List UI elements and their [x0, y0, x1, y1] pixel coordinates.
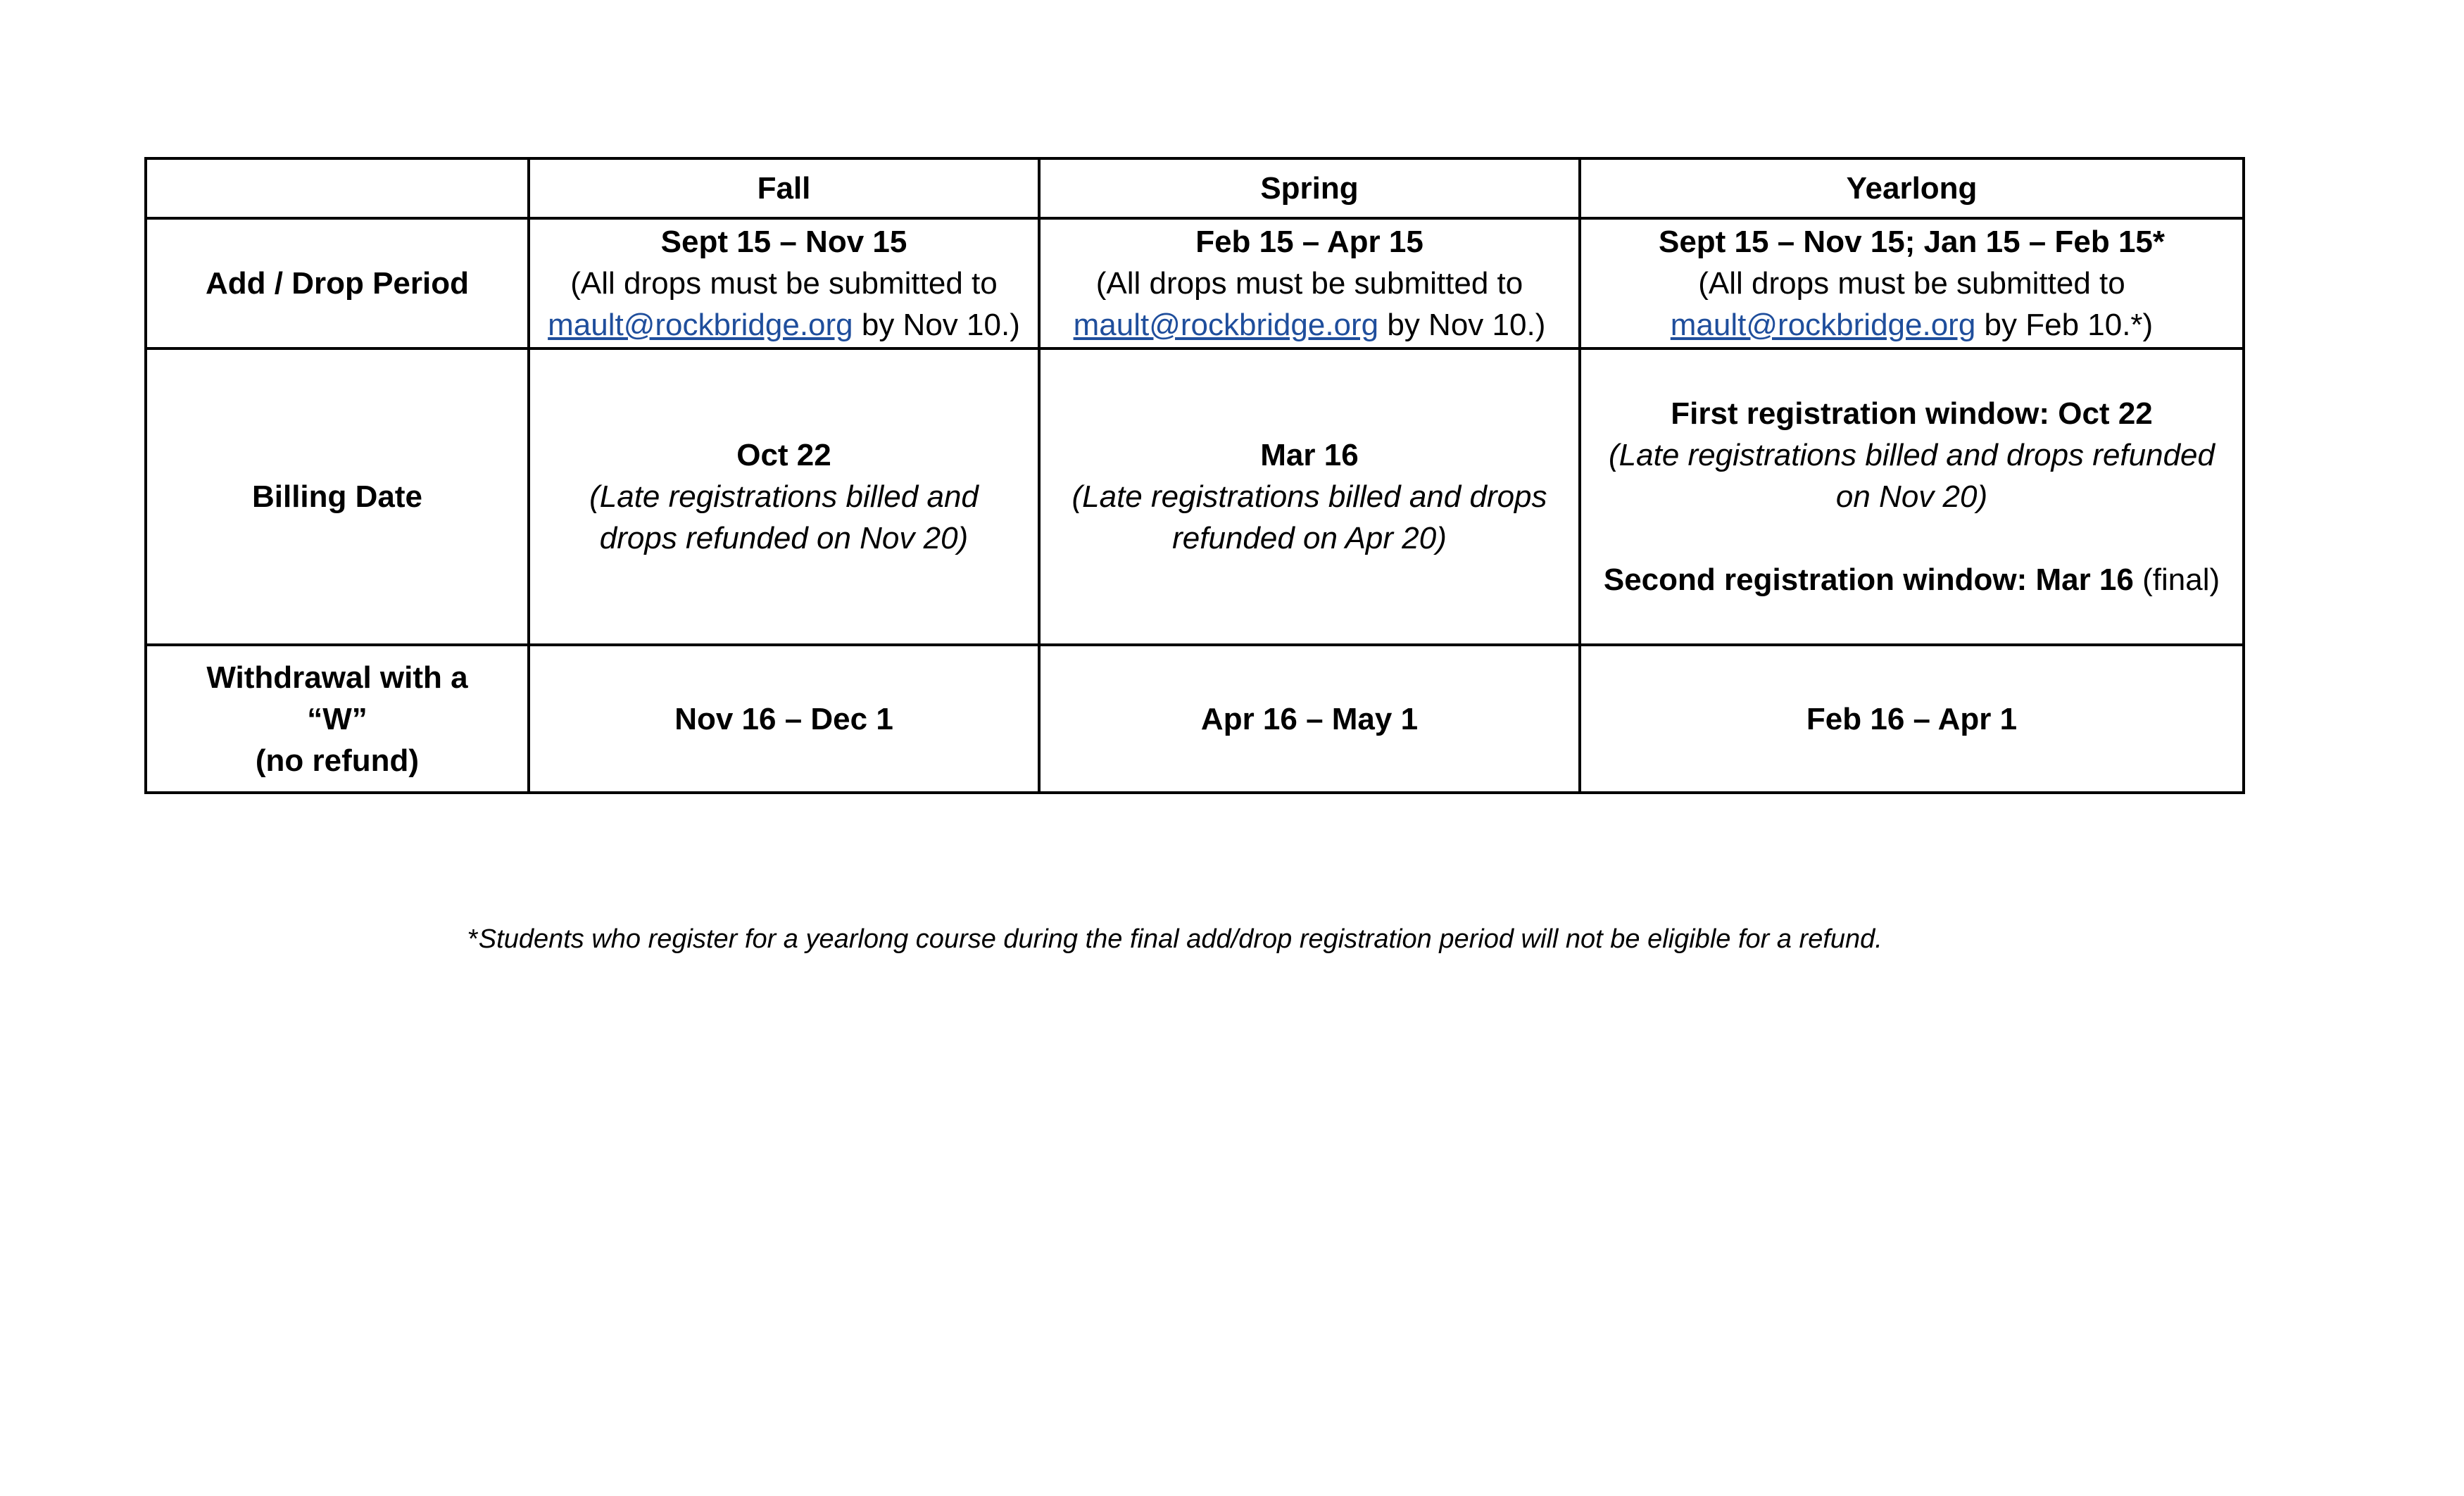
billing-spring-date: Mar 16 — [1260, 438, 1359, 472]
add-drop-fall-note: (All drops must be submitted to — [570, 266, 998, 301]
billing-spring-note-2: refunded on Apr 20) — [1172, 521, 1447, 555]
billing-fall-note-1: (Late registrations billed and — [589, 479, 979, 514]
billing-yearlong-note-2: on Nov 20) — [1835, 479, 1988, 514]
billing-yearlong-first-window: First registration window: Oct 22 — [1671, 396, 2153, 431]
header-spring: Spring — [1039, 158, 1580, 218]
withdrawal-label — [146, 645, 529, 793]
add-drop-fall-deadline: by Nov 10.) — [853, 308, 1020, 342]
add-drop-yearlong-note: (All drops must be submitted to — [1698, 266, 2125, 301]
yearlong-refund-footnote — [468, 924, 1882, 955]
header-row — [146, 158, 2244, 218]
withdrawal-label-line-1: Withdrawal with a — [206, 660, 468, 695]
footnote-asterisk: * — [468, 924, 479, 954]
billing-yearlong-spacer — [1590, 517, 2234, 559]
add-drop-fall-cell — [529, 218, 1039, 348]
withdrawal-label-line-3: (no refund) — [255, 743, 420, 778]
add-drop-spring-cell — [1039, 218, 1580, 348]
billing-label: Billing Date — [146, 348, 529, 645]
add-drop-yearlong-dates: Sept 15 – Nov 15; Jan 15 – Feb 15* — [1658, 225, 2166, 259]
add-drop-yearlong-deadline: by Feb 10.*) — [1975, 308, 2154, 342]
add-drop-spring-note: (All drops must be submitted to — [1095, 266, 1523, 301]
billing-spring-note-1: (Late registrations billed and drops — [1071, 479, 1547, 514]
header-fall: Fall — [529, 158, 1039, 218]
withdrawal-spring-dates: Apr 16 – May 1 — [1039, 645, 1580, 793]
add-drop-spring-email-line — [1049, 304, 1570, 346]
add-drop-fall-email-line — [539, 304, 1029, 346]
add-drop-yearlong-email-line — [1590, 304, 2234, 346]
billing-yearlong-cell — [1580, 348, 2244, 645]
billing-yearlong-second-line — [1590, 559, 2234, 601]
header-corner-cell — [146, 158, 529, 218]
billing-fall-note-2: drops refunded on Nov 20) — [599, 521, 969, 555]
add-drop-fall-email-link[interactable]: mault@rockbridge.org — [548, 308, 853, 342]
add-drop-spring-deadline: by Nov 10.) — [1378, 308, 1546, 342]
billing-fall-cell — [529, 348, 1039, 645]
withdrawal-label-line-2: “W” — [307, 701, 367, 736]
add-drop-yearlong-cell — [1580, 218, 2244, 348]
billing-yearlong-final: (final) — [2133, 562, 2220, 597]
billing-yearlong-second-window: Second registration window: Mar 16 — [1603, 562, 2134, 597]
add-drop-yearlong-email-link[interactable]: mault@rockbridge.org — [1670, 308, 1976, 342]
add-drop-spring-email-link[interactable]: mault@rockbridge.org — [1073, 308, 1379, 342]
withdrawal-fall-dates: Nov 16 – Dec 1 — [529, 645, 1039, 793]
add-drop-label: Add / Drop Period — [146, 218, 529, 348]
header-yearlong: Yearlong — [1580, 158, 2244, 218]
add-drop-fall-dates: Sept 15 – Nov 15 — [660, 225, 907, 259]
add-drop-spring-dates: Feb 15 – Apr 15 — [1195, 225, 1423, 259]
withdrawal-yearlong-dates: Feb 16 – Apr 1 — [1580, 645, 2244, 793]
add-drop-row — [146, 218, 2244, 348]
billing-fall-date: Oct 22 — [736, 438, 831, 472]
billing-spring-cell — [1039, 348, 1580, 645]
footnote-text: Students who register for a yearlong course during the final add/drop registration period will not be eligible for a refund. — [478, 924, 1882, 954]
billing-yearlong-note-1: (Late registrations billed and drops refunded — [1609, 438, 2215, 472]
billing-row — [146, 348, 2244, 645]
withdrawal-row — [146, 645, 2244, 793]
registration-schedule-table — [144, 157, 2245, 794]
